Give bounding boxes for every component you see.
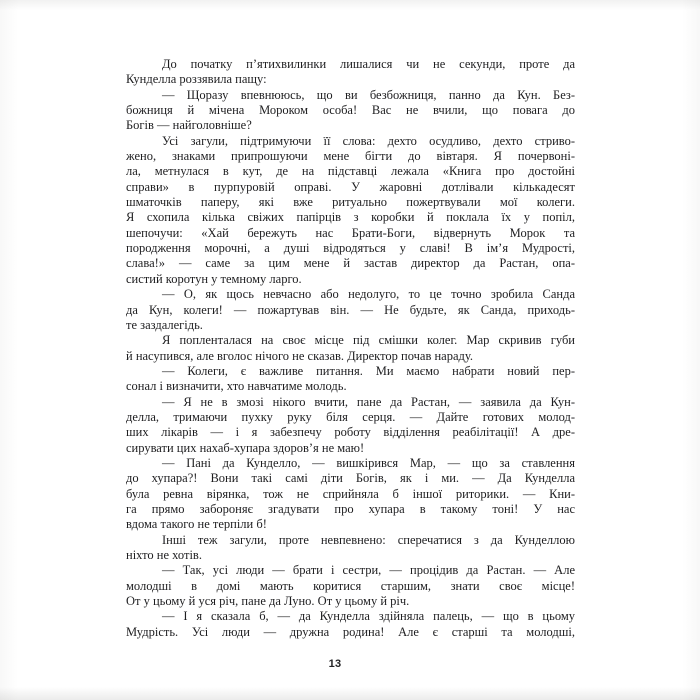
text-line: систий коротун у темному ларго. <box>126 271 302 286</box>
text-line: сирувати цих нахаб-хупара здоров’я не маю! <box>126 440 365 455</box>
text-line: шепочучи: «Хай бережуть нас Брати-Боги, відвернуть Морок та <box>126 225 575 240</box>
page-text <box>126 57 575 640</box>
text-line: слава!» — саме за цим мене й застав директор да Растан, опа- <box>126 256 575 271</box>
text-line: — Колеги, є важливе питання. Ми маємо набрати новий пер- <box>162 363 575 378</box>
text-line: — Пані да Кунделло, — вишкірився Мар, — що за ставлення <box>162 455 575 470</box>
text-line: ла, метнулася в кут, де на підставці лежала «Книга про достойні <box>126 164 575 179</box>
text-line: га прямо забороняє згадувати про хупара в такому тоні! У нас <box>126 501 575 516</box>
text-line: ніхто не хотів. <box>126 548 202 562</box>
text-line: — О, як щось невчасно або недолуго, то це точно зробила Санда <box>162 287 575 302</box>
text-line: шматочків паперу, які вже ритуально пожертвували мої колеги. <box>126 195 575 210</box>
text-line: до хупара?! Вони такі самі діти Богів, як і ми. — Да Кунделла <box>126 471 575 486</box>
text-line: От у цьому й уся річ, пане да Луно. От у цьому й річ. <box>126 594 410 609</box>
text-line: Усі загули, підтримуючи її слова: дехто осудливо, дехто стриво- <box>162 133 575 148</box>
text-line: й насупився, але вголос нічого не сказав. Директор почав нараду. <box>126 348 473 363</box>
page-number: 13 <box>328 658 342 670</box>
text-line: була ревна вірянка, тож не сприйняла б іншої риторики. — Кни- <box>126 486 575 501</box>
text-line: До початку п’ятихвилинки лишалися чи не секунди, проте да <box>162 57 575 71</box>
text-line: божниця й мічена Мороком особа! Вас не вчили, що повага до <box>126 103 575 118</box>
text-line: Мудрість. Усі люди — дружна родина! Але є старші та молодші, <box>126 624 575 639</box>
text-line: молодші в домі мають коритися старшим, знати своє місце! <box>126 578 575 593</box>
text-line: Богів — найголовніше? <box>126 118 252 133</box>
text-line: ших лікарів — і я забезпечу роботу відділення реабілітації! А дре- <box>126 425 575 440</box>
text-line: Кунделла роззявила пащу: <box>126 72 267 87</box>
text-line: — Я не в змозі нікого вчити, пане да Растан, — заявила да Кун- <box>162 394 575 409</box>
text-line: те заздалегідь. <box>126 317 203 332</box>
text-line: — Щоразу впевнююсь, що ви безбожниця, панно да Кун. Без- <box>162 87 575 102</box>
text-line: Я попленталася на своє місце під смішки колег. Мар скривив губи <box>162 333 575 348</box>
text-line: породження морочні, а душі відродяться у славі! В ім’я Мудрості, <box>126 241 575 256</box>
text-line: — Так, усі люди — брати і сестри, — процідив да Растан. — Але <box>162 563 575 578</box>
text-line: Інші теж загули, проте невпевнено: сперечатися з да Кунделлою <box>162 532 575 547</box>
text-line: да Кун, колеги! — пожартував він. — Не будьте, як Санда, приходь- <box>126 302 575 317</box>
text-line: сонал і визначити, хто навчатиме молодь. <box>126 379 347 394</box>
text-line: справи» в пурпуровій оправі. У жаровні дотлівали кількадесят <box>126 179 575 194</box>
text-line: делла, тримаючи пухку руку біля серця. — Дайте готових молод- <box>126 409 575 424</box>
text-line: вдома такого не терпіли б! <box>126 517 267 532</box>
text-line: жено, знаками припрошуючи мене бігти до вівтаря. Я почервоні- <box>126 149 575 164</box>
text-line: — І я сказала б, — да Кунделла здійняла палець, — що в цьому <box>162 609 575 624</box>
text-line: Я схопила кілька свіжих папірців з коробки й поклала їх у попіл, <box>126 210 575 225</box>
